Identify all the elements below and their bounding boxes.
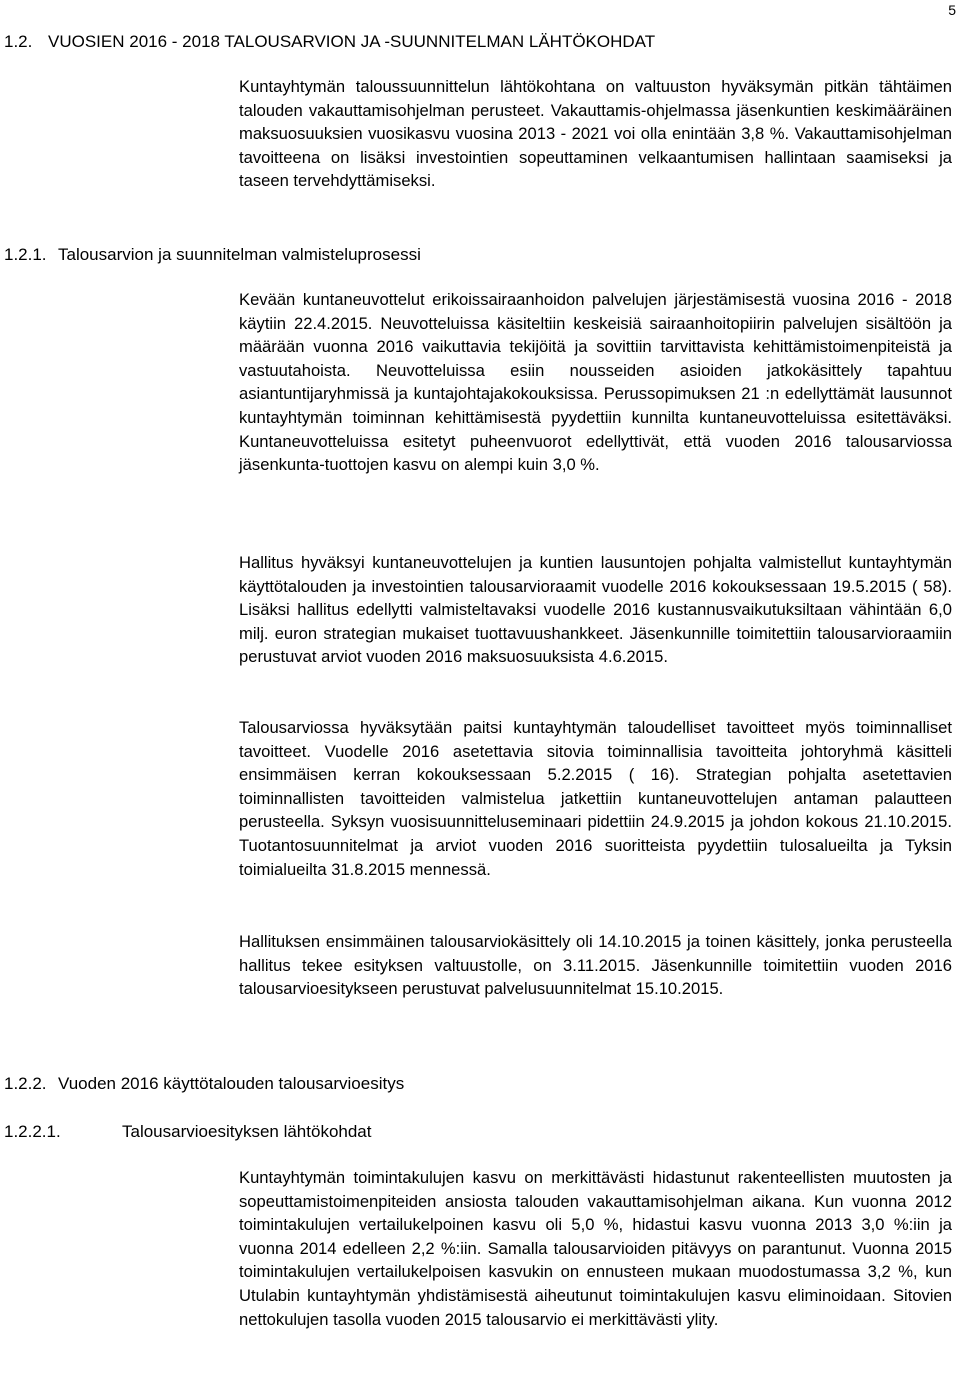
process-paragraph-3: Talousarviossa hyväksytään paitsi kuntayhtymän taloudelliset tavoitteet myös toiminnalliset tavoitteet. Vuodelle 2016 asetettavia sitovia toiminnallisia tavoitteita johtoryhmä käsitteli ensimmäisen kerran kokouksessaan 5.2.2015 ( 16). Strategian pohjalta asetettavien toiminnallisten tavoitteiden valmistelua jatkettiin kuntaneuvottelujen antaman palautteen perusteella. Syksyn vuosisuunnitteluseminaari pidettiin 24.9.2015 ja johdon kokous 21.10.2015. Tuotantosuunnitelmat ja arviot vuoden 2016 suoritteista pyydettiin tulosalueilta ja Tyksin toimialueilta 31.8.2015 mennessä.	[239, 718, 952, 879]
subsection-number: 1.2.2.1.	[4, 1122, 61, 1141]
intro-paragraph: Kuntayhtymän taloussuunnittelun lähtökohtana on valtuuston hyväksymän pitkän tähtäimen talouden vakauttamisohjelman perusteet. Vakauttamis-ohjelmassa jäsenkuntien keskimääräinen maksuosuuksien vuosikasvu vuosina 2013 - 2021 voi olla enintään 3,8 %. Vakauttamisohjelman tavoitteena on lisäksi investointien sopeuttaminen velkaantumisen hallintaan saamiseksi ja taseen tervehdyttämiseksi.	[239, 77, 952, 191]
subsection-title: Talousarvioesityksen lähtökohdat	[122, 1122, 372, 1141]
subsection-number: 1.2.1.	[4, 245, 47, 264]
process-paragraph-1: Kevään kuntaneuvottelut erikoissairaanhoidon palvelujen järjestämisestä vuosina 2016 - 2018 käytiin 22.4.2015. Neuvotteluissa käsiteltiin keskeisiä sairaanhoitopiirin palvelujen sisältöön ja määrään vuonna 2016 vaikuttavia tekijöitä ja sovittiin tarvittavista kehittämistoimenpiteistä ja vastuutahoista. Neuvotteluissa esiin nousseiden asioiden jatkokäsittely tapahtuu asiantuntijaryhmissä ja kuntajohtajakokouksissa. Perussopimuksen 21 :n edellyttämät lausunnot kuntayhtymän toiminnan kehittämisestä pyydettiin kunnilta kuntaneuvotteluissa esitettäväksi. Kuntaneuvotteluissa esitetyt puheenvuorot edellyttivät, että vuoden 2016 talousarviossa jäsenkunta-tuottojen kasvu on alempi kuin 3,0 %.	[239, 290, 952, 475]
subsection-heading-1-2-1	[4, 244, 421, 266]
page-number: 5	[948, 2, 956, 18]
subsection-heading-1-2-2-1	[4, 1121, 371, 1143]
section-title: VUOSIEN 2016 - 2018 TALOUSARVION JA -SUUNNITELMAN LÄHTÖKOHDAT	[48, 32, 656, 51]
process-paragraph-4: Hallituksen ensimmäinen talousarviokäsittely oli 14.10.2015 ja toinen käsittely, jonka perusteella hallitus tekee esityksen valtuustolle, on 3.11.2015. Jäsenkunnille toimitettiin vuoden 2016 talousarvioesitykseen perustuvat palvelusuunnitelmat 15.10.2015.	[239, 932, 952, 999]
subsection-number: 1.2.2.	[4, 1074, 47, 1093]
subsection-title: Vuoden 2016 käyttötalouden talousarvioesitys	[58, 1074, 405, 1093]
section-number: 1.2.	[4, 32, 33, 51]
starting-points-paragraph: Kuntayhtymän toimintakulujen kasvu on merkittävästi hidastunut rakenteellisten muutosten ja sopeuttamistoimenpiteiden ansiosta talouden vakauttamisohjelman aikana. Kun vuonna 2012 toimintakulujen vertailukelpoinen kasvu oli 5,0 %, hidastui kasvu vuonna 2013 3,0 %:iin ja vuonna 2014 edelleen 2,2 %:iin. Samalla talousarvioiden pitävyys on parantunut. Vuonna 2015 toimintakulujen vertailukelpoisen kasvukin on ennusteen mukaan muodostumassa 3,2 %, kun Utulabin kuntayhtymän yhdistämisestä aiheutunut toimintakulujen kasvu eliminoidaan. Sitovien nettokulujen tasolla vuoden 2015 talousarvio ei merkittävästi ylity.	[239, 1168, 952, 1329]
subsection-title: Talousarvion ja suunnitelman valmisteluprosessi	[58, 245, 421, 264]
process-paragraph-2: Hallitus hyväksyi kuntaneuvottelujen ja kuntien lausuntojen pohjalta valmistellut kuntayhtymän käyttötalouden ja investointien talousarvioraamit vuodelle 2016 kokouksessaan 19.5.2015 ( 58). Lisäksi hallitus edellytti valmisteltavaksi vuodelle 2016 kustannusvaikutuksiltaan vähintään 6,0 milj. euron strategian mukaiset tuottavuushankkeet. Jäsenkunnille toimitettiin talousarvioraamiin perustuvat arviot vuoden 2016 maksuosuuksista 4.6.2015.	[239, 553, 952, 667]
section-heading	[4, 31, 655, 53]
subsection-heading-1-2-2	[4, 1073, 404, 1095]
